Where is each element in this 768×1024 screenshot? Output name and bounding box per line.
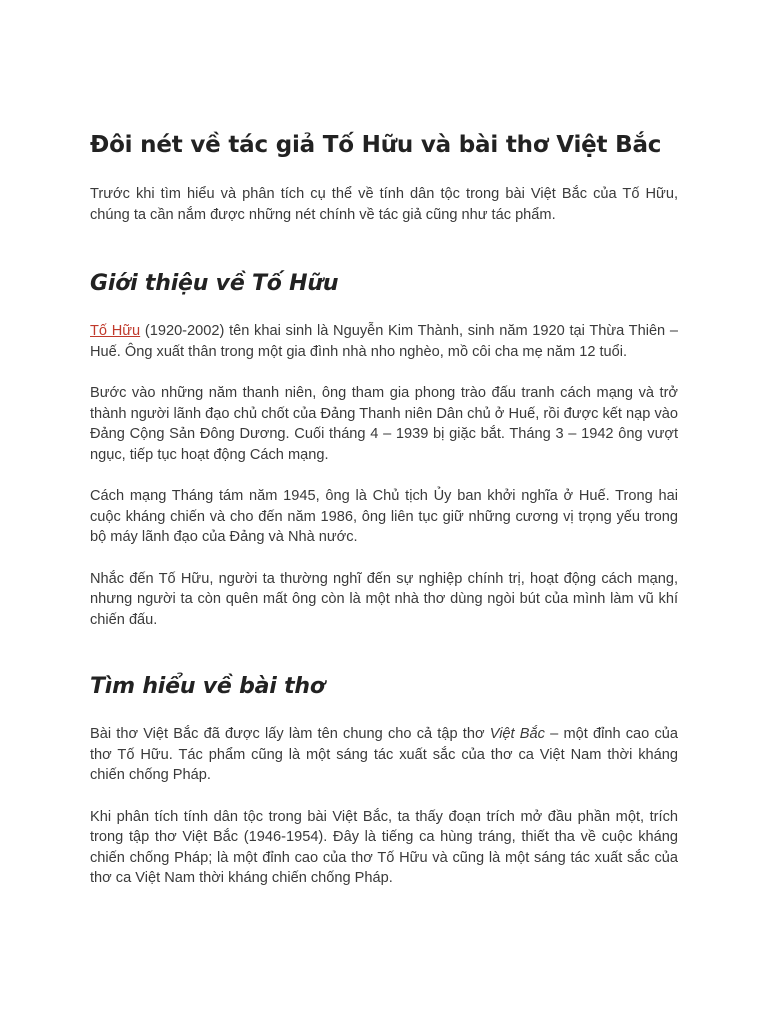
section-heading-author: Giới thiệu về Tố Hữu <box>90 271 339 296</box>
author-paragraph-1-text: (1920-2002) tên khai sinh là Nguyễn Kim Thành, sinh năm 1920 tại Thừa Thiên – Huế. Ông xuất thân trong một gia đình nhà nho nghèo, mồ côi cha mẹ năm 12 tuổi. <box>90 323 678 360</box>
author-paragraph-2: Bước vào những năm thanh niên, ông tham gia phong trào đấu tranh cách mạng và trở thành người lãnh đạo chủ chốt của Đảng Thanh niên Dân chủ ở Huế, rồi được kết nạp vào Đảng Cộng Sản Đông Dương. Cuối tháng 4 – 1939 bị giặc bắt. Tháng 3 – 1942 ông vượt ngục, tiếp tục hoạt động Cách mạng. <box>90 385 678 463</box>
author-paragraph-4: Nhắc đến Tố Hữu, người ta thường nghĩ đến sự nghiệp chính trị, hoạt động cách mạng, nhưng người ta còn quên mất ông còn là một nhà thơ dùng ngòi bút của mình làm vũ khí chiến đấu. <box>90 570 678 628</box>
article-title: Đôi nét về tác giả Tố Hữu và bài thơ Việt Bắc <box>90 132 662 158</box>
author-paragraph-1 <box>90 321 678 362</box>
section-heading-poem: Tìm hiểu về bài thơ <box>90 674 325 699</box>
poem-paragraph-1 <box>90 724 678 786</box>
poem-paragraph-2: Khi phân tích tính dân tộc trong bài Việt Bắc, ta thấy đoạn trích mở đầu phần một, trích trong tập thơ Việt Bắc (1946-1954). Đây là tiếng ca hùng tráng, thiết tha về cuộc kháng chiến chống Pháp; là một đỉnh cao của thơ Tố Hữu và cũng là một sáng tác xuất sắc của thơ ca Việt Nam thời kháng chiến chống Pháp. <box>90 808 678 886</box>
poem-collection-title: Việt Bắc <box>489 726 545 742</box>
intro-paragraph: Trước khi tìm hiểu và phân tích cụ thể về tính dân tộc trong bài Việt Bắc của Tố Hữu, chúng ta cần nắm được những nét chính về tác giả cũng như tác phẩm. <box>90 186 678 223</box>
poem-paragraph-1-before: Bài thơ Việt Bắc đã được lấy làm tên chung cho cả tập thơ <box>90 726 490 742</box>
author-link[interactable]: Tố Hữu <box>90 323 141 339</box>
poem-paragraph-1-after: – một đỉnh cao của thơ Tố Hữu. Tác phẩm cũng là một sáng tác xuất sắc của thơ ca Việt Nam thời kháng chiến chống Pháp. <box>90 726 679 783</box>
author-paragraph-3: Cách mạng Tháng tám năm 1945, ông là Chủ tịch Ủy ban khởi nghĩa ở Huế. Trong hai cuộc kháng chiến và cho đến năm 1986, ông liên tục giữ những cương vị trọng yếu trong bộ máy lãnh đạo của Đảng và Nhà nước. <box>90 488 678 545</box>
article <box>90 128 678 910</box>
